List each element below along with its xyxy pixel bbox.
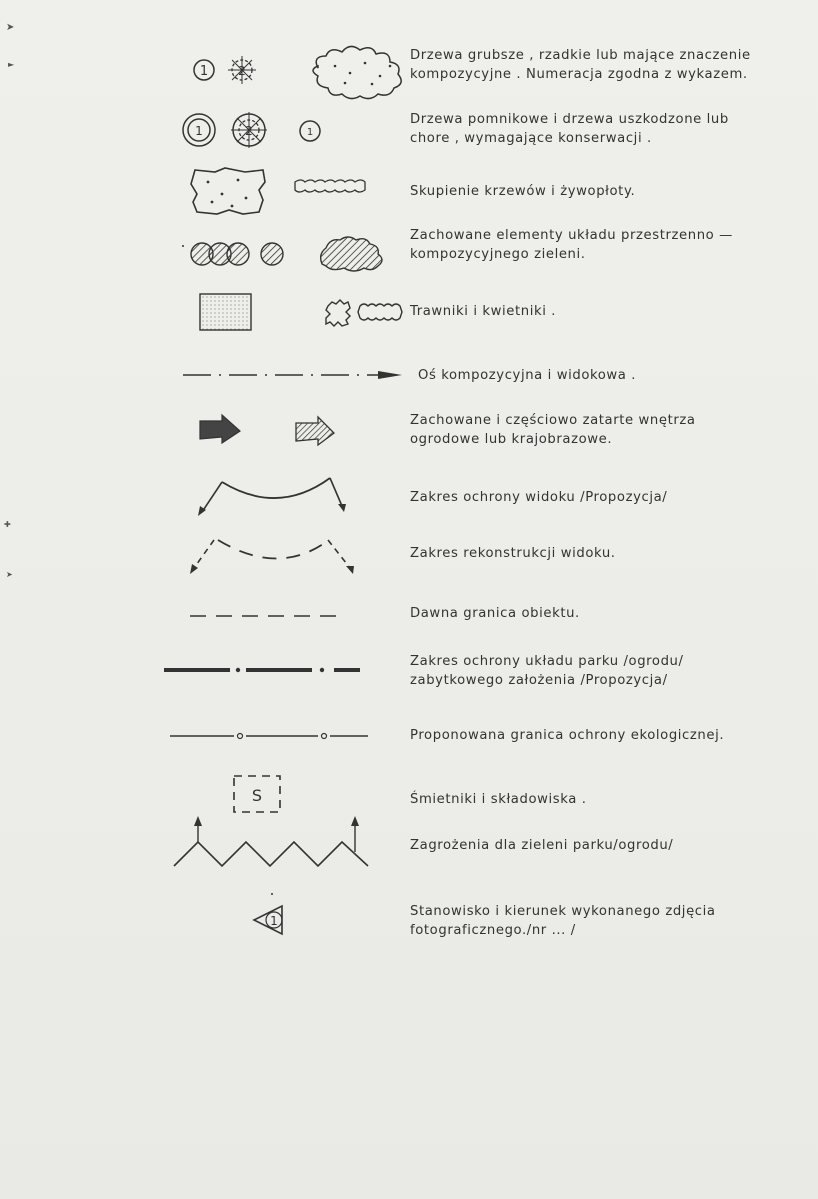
legend-symbol (150, 722, 405, 752)
legend-symbol (150, 648, 405, 698)
legend-symbol (150, 405, 405, 461)
description-line: Proponowana granica ochrony ekologicznej. (410, 728, 725, 743)
legend-row-trees (0, 38, 818, 98)
legend-row-former-boundary (0, 600, 818, 630)
description-line: Zachowane elementy układu przestrzenno — (410, 228, 733, 243)
legend-description (418, 366, 778, 385)
description-line: ogrodowe lub krajobrazowe. (410, 432, 613, 447)
legend-description (410, 604, 770, 623)
legend-description (410, 902, 770, 940)
axis-line-symbol (150, 360, 405, 390)
description-line: Oś kompozycyjna i widokowa . (418, 368, 637, 383)
legend-symbol (150, 530, 405, 582)
zigzag-threat-symbol (150, 816, 405, 876)
legend-symbol (150, 360, 405, 390)
margin-mark: ➤ (6, 570, 13, 579)
legend-symbol (150, 222, 405, 284)
legend-row-preserved-greenery (0, 222, 818, 284)
view-reconstruction-symbol (150, 530, 405, 582)
tree-symbols (150, 38, 405, 98)
legend-row-threats (0, 816, 818, 876)
description-line: fotograficznego./nr ... / (410, 923, 576, 938)
legend-description (410, 110, 770, 148)
legend-symbol (150, 100, 405, 160)
legend-row-interiors (0, 405, 818, 461)
legend-description (410, 182, 770, 201)
description-line: Stanowisko i kierunek wykonanego zdjęcia (410, 904, 716, 919)
legend-description (410, 544, 770, 563)
description-line: kompozycyjne . Numeracja zgodna z wykazem. (410, 67, 748, 82)
ecological-boundary-symbol (150, 722, 405, 752)
description-line: Drzewa grubsze , rzadkie lub mające znaczenie (410, 48, 751, 63)
legend-symbol (150, 162, 405, 218)
description-line: Śmietniki i składowiska . (410, 792, 587, 807)
hatched-greenery-symbols (150, 222, 405, 284)
dump-letter: S (251, 786, 263, 805)
description-line: Zakres ochrony układu parku /ogrodu/ (410, 654, 684, 669)
legend-symbol (150, 288, 405, 340)
legend-description (410, 488, 770, 507)
legend-row-view-reconstruction (0, 530, 818, 582)
tree-number: 1 (199, 64, 209, 79)
description-line: Zakres rekonstrukcji widoku. (410, 546, 616, 561)
margin-mark: ✚ (4, 520, 11, 529)
legend-row-lawns (0, 288, 818, 340)
photo-station-symbol (150, 890, 405, 950)
legend-symbol (150, 600, 405, 630)
dump-symbol (150, 770, 405, 820)
shrub-symbols (150, 162, 405, 218)
legend-description (410, 302, 770, 321)
legend-row-photo-station (0, 890, 818, 950)
legend-row-park-protection (0, 648, 818, 698)
legend-row-shrubs (0, 162, 818, 218)
tree-number: 1 (306, 127, 314, 138)
legend-description (410, 790, 770, 809)
description-line: chore , wymagające konserwacji . (410, 131, 652, 146)
legend-description (410, 836, 770, 855)
legend-description (410, 652, 770, 690)
margin-mark: ► (8, 60, 15, 69)
dashed-boundary-symbol (150, 600, 405, 630)
legend-row-axis (0, 360, 818, 390)
legend-row-view-protection (0, 468, 818, 528)
margin-mark: ➤ (6, 22, 15, 33)
legend-description (410, 46, 770, 84)
legend-description (410, 726, 770, 745)
lawn-symbols (150, 288, 405, 340)
legend-description (410, 411, 770, 449)
description-line: Dawna granica obiektu. (410, 606, 580, 621)
view-protection-symbol (150, 468, 405, 528)
photo-number: 1 (270, 914, 278, 928)
interior-arrow-symbols (150, 405, 405, 461)
legend-symbol (150, 816, 405, 876)
description-line: zabytkowego założenia /Propozycja/ (410, 673, 668, 688)
park-protection-symbol (150, 648, 405, 698)
legend-symbol (150, 890, 405, 950)
legend-row-dumps (0, 770, 818, 820)
legend-row-monument-trees (0, 100, 818, 160)
legend-symbol (150, 770, 405, 820)
tree-number: 1 (195, 124, 203, 138)
description-line: kompozycyjnego zieleni. (410, 247, 586, 262)
monument-tree-symbols (150, 100, 405, 160)
legend-symbol (150, 468, 405, 528)
legend-description (410, 226, 770, 264)
description-line: Zakres ochrony widoku /Propozycja/ (410, 490, 668, 505)
description-line: Zachowane i częściowo zatarte wnętrza (410, 413, 696, 428)
description-line: Trawniki i kwietniki . (410, 304, 557, 319)
description-line: Skupienie krzewów i żywopłoty. (410, 184, 636, 199)
tree-number: 2 (238, 64, 246, 78)
legend-symbol (150, 38, 405, 98)
legend-row-ecological-boundary (0, 722, 818, 752)
tree-number: 2 (245, 124, 253, 138)
description-line: Zagrożenia dla zieleni parku/ogrodu/ (410, 838, 674, 853)
description-line: Drzewa pomnikowe i drzewa uszkodzone lub (410, 112, 729, 127)
